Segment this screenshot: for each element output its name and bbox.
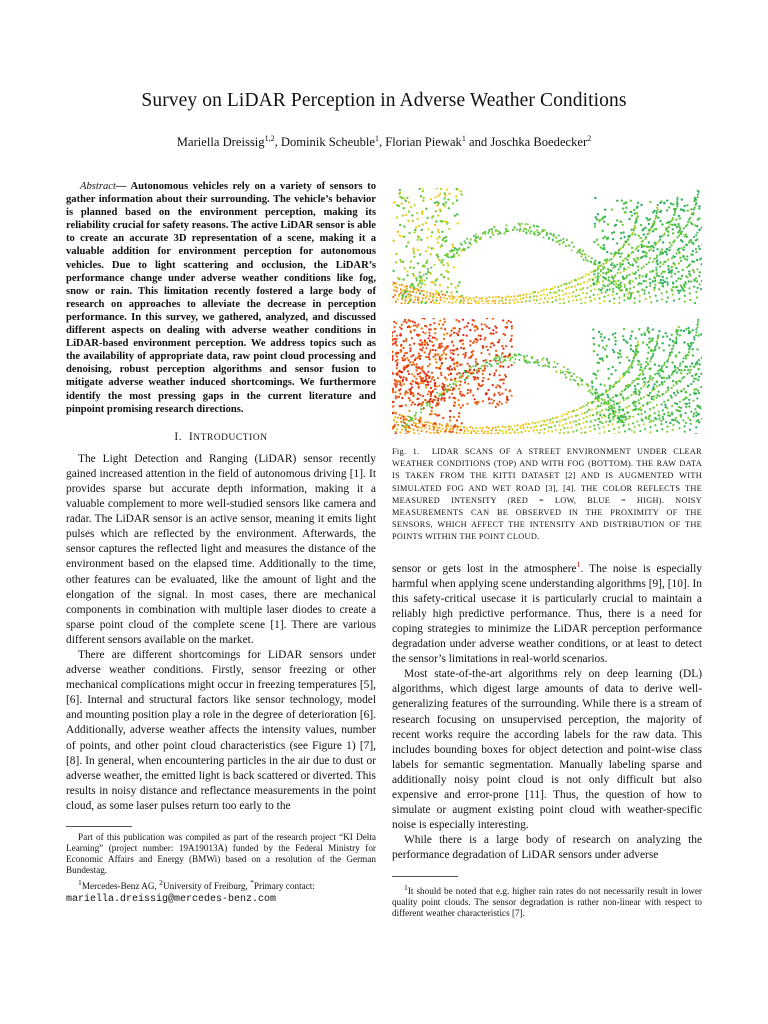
right-p1-rest: . The noise is especially harmful when applying scene understanding algorithms [9], [10]. In this safety-critical usecase it is particularly crucial to maintain a reliably high predictive performance. Thus, there is a need for coping strategies to minimize the LiDAR perception performance degradation under adverse weather conditions, or at least to detect the sensor’s limitations in real-world scenarios.: [392, 562, 702, 666]
footnote-rule-right: [392, 876, 458, 877]
paper-title: Survey on LiDAR Perception in Adverse Weather Conditions: [141, 90, 627, 111]
figure-caption-text: LIDAR SCANS OF A STREET ENVIRONMENT UNDER CLEAR WEATHER CONDITIONS (TOP) AND WITH FOG (BOTTOM). THE RAW DATA IS TAKEN FROM THE KITTI DATASET [2] AND IS AUGMENTED WITH SIMULATED FOG AND WET ROAD [3], [4]. THE COLOR REFLECTS THE MEASURED INTENSITY (RED = LOW, BLUE = HIGH). NOISY MEASUREMENTS CAN BE OBSERVED IN THE PROXIMITY OF THE SENSORS, WHICH AFFECT THE INTENSITY AND DISTRIBUTION OF THE POINTS WITHIN THE POINT CLOUD.: [392, 447, 702, 542]
section-title-rest: NTRODUCTION: [193, 432, 268, 443]
intro-paragraph-2: There are different shortcomings for LiDAR sensors under adverse weather conditions. Firstly, sensor freezing or other mechanical complications might occur in freezing temperatures [5], [6]. Internal and structural factors like sensor technology, model and mounting position play a role in the degree of deterioration [6]. Additionally, adverse weather affects the intensity values, number of points, and other point cloud characteristics (see Figure 1) [7], [8]. In general, when encountering particles in the air due to dust or adverse weather, the emitted light is back scattered or diverted. This results in noisy distance and reflectance measurements in the point cloud, as some laser pulses return too early to the: [66, 649, 376, 812]
lidar-scan-clear-image: [392, 188, 702, 304]
contact-label: Primary contact:: [253, 881, 315, 892]
figure-1: [392, 188, 702, 544]
author-name: Joschka Boedecker: [490, 135, 588, 149]
lidar-scan-fog-image: [392, 318, 702, 434]
right-body: [392, 559, 702, 919]
funding-footnote: Part of this publication was compiled as part of the research project “KI Delta Learning” (project number: 19A19013A) funded by the Federal Ministry for Economic Affairs and Energy (BMWi) based on a resolution of the German Bundestag.: [66, 832, 376, 876]
right-paragraph-2: Most state-of-the-art algorithms rely on deep learning (DL) algorithms, which digest large amounts of data to derive well-generalizing features of the surrounding. While there is a stream of research focusing on unsupervised perception, the majority of recent works require the according labels for the raw data. This includes bounding boxes for object detection and point-wise class labels for semantic segmentation. Manually labeling sparse and additionally noisy point cloud is not only difficult but also expensive and error-prone [11]. Thus, the question of how to simulate or augment existing point cloud with weather-specific noise is especially interesting.: [392, 668, 702, 832]
contact-email[interactable]: mariella.dreissig@mercedes-benz.com: [66, 894, 277, 906]
rain-footnote: [392, 882, 702, 919]
abstract: [66, 180, 376, 416]
right-paragraph-1: [392, 559, 702, 668]
aff-star: *: [250, 878, 254, 888]
aff-sup-2: 2: [159, 878, 163, 888]
section-title-first: I: [188, 430, 194, 443]
rain-footnote-mark: 1: [404, 882, 408, 892]
abstract-label: Abstract: [80, 181, 116, 192]
figure-label: Fig. 1.: [392, 447, 420, 456]
author-list: Mariella Dreissig$^{1,2}$, Dominik Scheuble$^1$, Florian Piewak$^1$ and Joschka Boedecker$^2$: [176, 133, 592, 149]
contact-email-line: [66, 893, 376, 905]
intro-paragraph-1: The Light Detection and Ranging (LiDAR) sensor recently gained increased attention in the field of autonomous driving [1]. It provides sparse but accurate depth information, making it a valuable complement to more well-studied sensors like camera and radar. The LiDAR sensor is an active sensor, meaning it emits light pulses which are reflected by the environment. Afterwards, the sensor captures the reflected light and measures the distance of the environment based on the elapsed time. Additionally to the time, other features can be evaluated, like the amount of light and the elongation of the signal. In most cases, there are mechanical components in combination with multiple laser diodes to create a sparse point cloud of the complete scene [1]. There are various different sensors available on the market.: [66, 452, 376, 646]
affiliation-2: University of Freiburg,: [162, 881, 251, 892]
author-name: Dominik Scheuble: [280, 135, 375, 149]
figure-caption: [392, 446, 702, 544]
left-column: [66, 180, 376, 906]
abstract-text: — Autonomous vehicles rely on a variety of sensors to gather information about their surrounding. The vehicle’s behavior is planned based on the environment perception, making its reliability crucial for safety reasons. The active LiDAR sensor is able to create an accurate 3D representation of a scene, making it a valuable addition for environment perception for autonomous vehicles. Due to light scattering and occlusion, the LiDAR’s performance change under adverse weather conditions like fog, snow or rain. This limitation recently fostered a large body of research on approaches to alleviate the decrease in perception performance. In this survey, we gathered, analyzed, and discussed different aspects on dealing with adverse weather conditions in LiDAR-based environment perception. We address topics such as the availability of appropriate data, raw point cloud processing and denoising, robust perception algorithms and sensor fusion to mitigate adverse weather induced shortcomings. We furthermore identify the most pressing gaps in the current literature and pinpoint promising research directions.: [66, 181, 376, 415]
rain-footnote-text: It should be noted that e.g. higher rain rates do not necessarily result in lower quality point clouds. The sensor degradation is rather non-linear with respect to different weather characteristics [7].: [392, 885, 702, 918]
right-p1-start: sensor or gets lost in the atmosphere: [392, 562, 577, 575]
right-column: [392, 188, 702, 920]
author-affiliation-mark: 1,2: [264, 133, 275, 143]
affiliation-footnote: [66, 877, 376, 892]
right-paragraph-3: While there is a large body of research on analyzing the performance degradation of LiDAR sensors under adverse: [392, 834, 702, 862]
author-name: Florian Piewak: [385, 135, 462, 149]
author-affiliation-mark: 1: [374, 133, 379, 143]
footnote-mark-1[interactable]: 1: [576, 559, 581, 569]
footnote-rule: [66, 826, 132, 827]
author-affiliation-mark: 2: [587, 133, 592, 143]
affiliation-1: Mercedes-Benz AG,: [81, 881, 160, 892]
author-name: Mariella Dreissig: [176, 135, 265, 149]
section-heading: [66, 430, 376, 446]
section-number: I.: [174, 430, 183, 443]
aff-sup-1: 1: [78, 878, 82, 888]
author-affiliation-mark: 1: [461, 133, 466, 143]
